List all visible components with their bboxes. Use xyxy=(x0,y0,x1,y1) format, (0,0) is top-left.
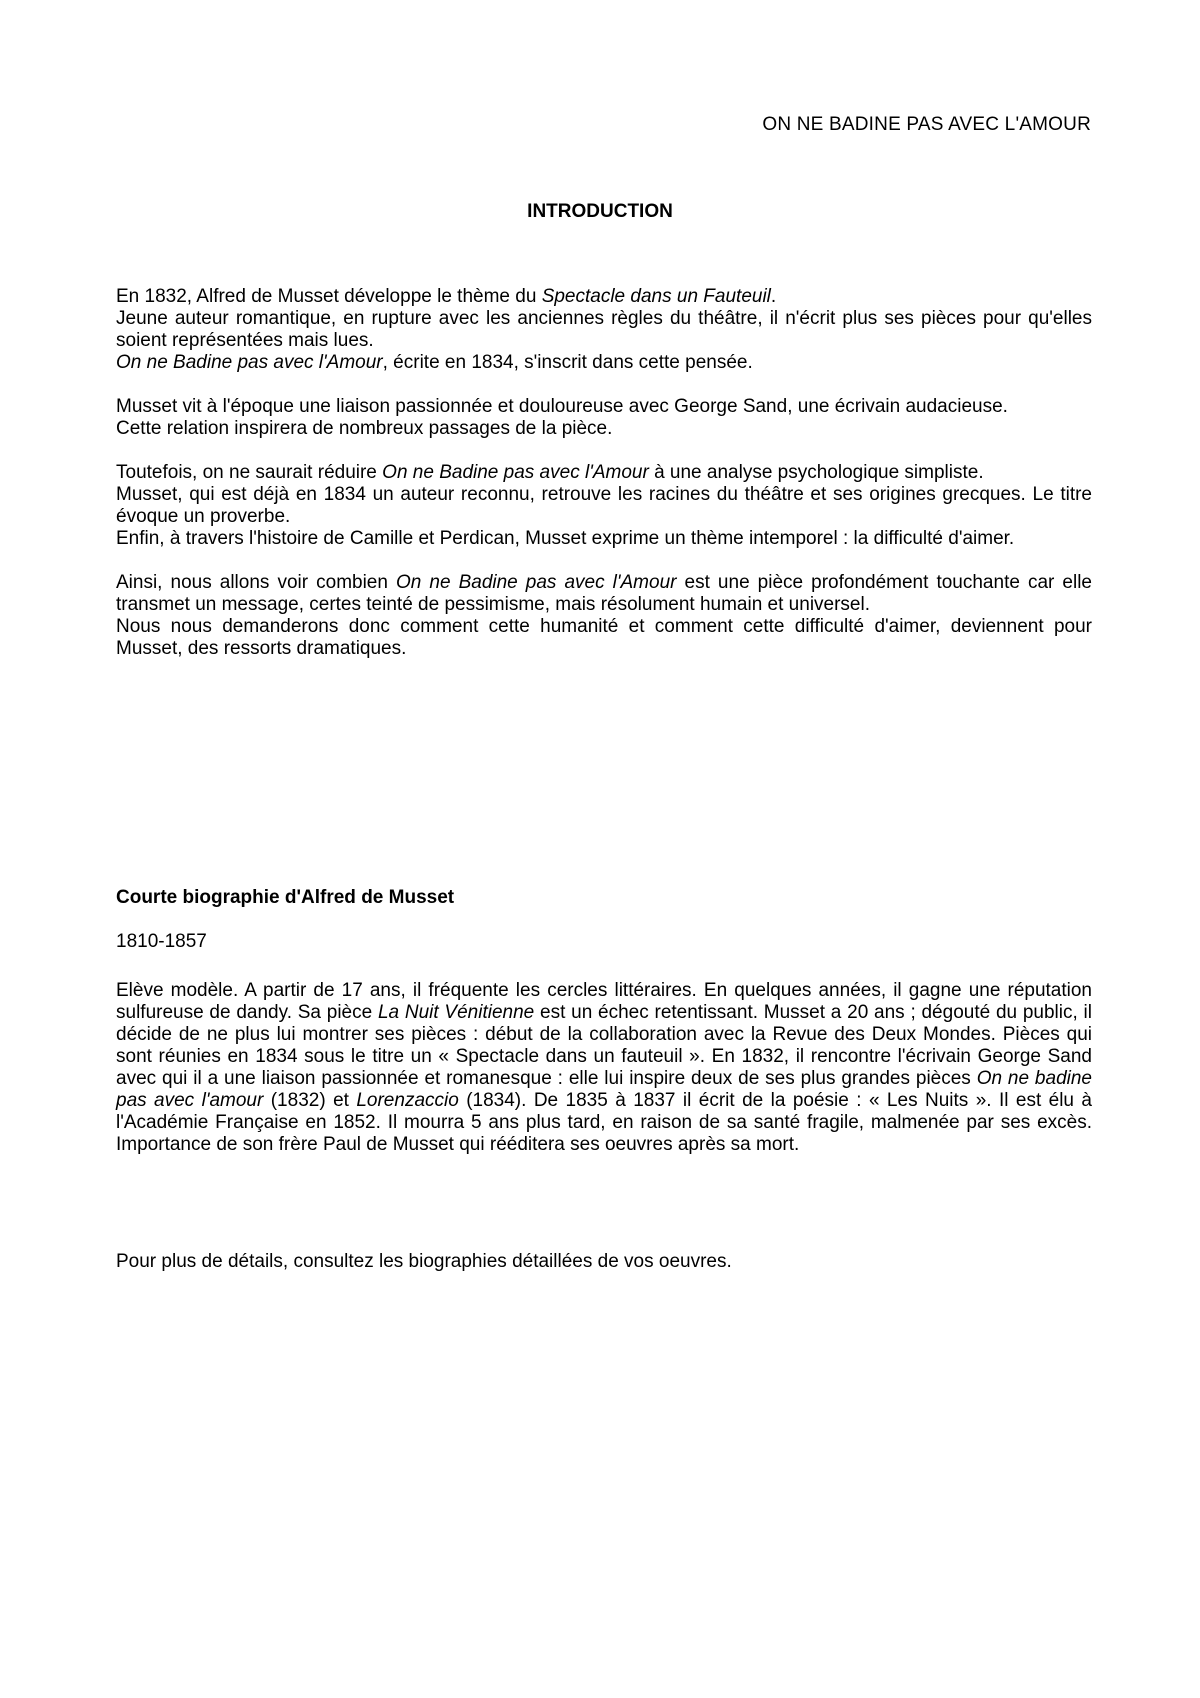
intro-p1-sentence-1 xyxy=(116,286,1092,308)
intro-paragraph-1 xyxy=(116,286,1092,374)
intro-p1-s1-work-title: Spectacle dans un Fauteuil xyxy=(541,286,771,307)
bio-work-title-nuit-venitienne: La Nuit Vénitienne xyxy=(377,1002,535,1023)
intro-p3-s1-text-a: Toutefois, on ne saurait réduire xyxy=(116,462,383,483)
intro-p3-s1-text-b: à une analyse psychologique simpliste. xyxy=(648,462,984,483)
intro-p2-sentence-1: Musset vit à l'époque une liaison passionnée et douloureuse avec George Sand, une écrivain audacieuse. xyxy=(116,396,1008,417)
running-title: ON NE BADINE PAS AVEC L'AMOUR xyxy=(762,114,1091,135)
intro-p4-s1-text-a: Ainsi, nous allons voir combien xyxy=(116,572,396,593)
intro-p1-sentence-2: Jeune auteur romantique, en rupture avec les anciennes règles du théâtre, il n'écrit plus ses pièces pour qu'elles soient représentées mais lues. xyxy=(116,308,1092,351)
bio-text-part-2: est un échec retentissant. Musset a 20 ans ; dégouté du public, il décide de ne plus lui montrer ses pièces : début de la collaboration avec la Revue des Deux Mondes. Pièces qui sont réunies en 1834 sous le titre un « Spectacle dans un fauteuil ». En 1832, il rencontre l'écrivain George Sand avec qui il a une liaison passionnée et romanesque : elle lui inspire deux de ses plus grandes pièces xyxy=(116,1002,1092,1089)
biography-text xyxy=(116,980,1092,1156)
intro-p4-s1-work-title: On ne Badine pas avec l'Amour xyxy=(396,572,677,593)
introduction-body xyxy=(116,286,1092,682)
footer-note: Pour plus de détails, consultez les biographies détaillées de vos oeuvres. xyxy=(116,1251,732,1272)
intro-paragraph-3 xyxy=(116,462,1092,550)
intro-p1-s3-work-title: On ne Badine pas avec l'Amour xyxy=(116,352,383,373)
bio-work-title-on-ne-badine: On ne badine pas avec l'amour xyxy=(116,1068,1092,1111)
intro-p1-sentence-3 xyxy=(116,352,1092,374)
biography-heading: Courte biographie d'Alfred de Musset xyxy=(116,887,455,908)
intro-p4-s1-text-b: est une pièce profondément touchante car elle transmet un message, certes teinté de pessimisme, mais résolument humain et universel. xyxy=(116,572,1092,615)
intro-p4-sentence-1 xyxy=(116,572,1092,616)
intro-p4-sentence-2: Nous nous demanderons donc comment cette humanité et comment cette difficulté d'aimer, deviennent pour Musset, des ressorts dramatiques. xyxy=(116,616,1092,659)
intro-p2-sentence-2: Cette relation inspirera de nombreux passages de la pièce. xyxy=(116,418,613,439)
bio-text-part-3: (1832) et xyxy=(263,1090,357,1111)
intro-p3-sentence-1 xyxy=(116,462,1092,484)
bio-text-part-1: Elève modèle. A partir de 17 ans, il fréquente les cercles littéraires. En quelques années, il gagne une réputation sulfureuse de dandy. Sa pièce xyxy=(116,980,1092,1023)
intro-p1-s3-text: , écrite en 1834, s'inscrit dans cette pensée. xyxy=(382,352,753,373)
introduction-heading: INTRODUCTION xyxy=(527,201,673,222)
intro-p1-s1-text-a: En 1832, Alfred de Musset développe le thème du xyxy=(116,286,542,307)
bio-text-part-4: (1834). De 1835 à 1837 il écrit de la poésie : « Les Nuits ». Il est élu à l'Académie Française en 1852. Il mourra 5 ans plus tard, en raison de sa santé fragile, malmenée par ses excès. Importance de son frère Paul de Musset qui rééditera ses oeuvres après sa mort. xyxy=(116,1090,1092,1155)
intro-paragraph-2 xyxy=(116,396,1092,440)
intro-p3-sentence-3: Enfin, à travers l'histoire de Camille et Perdican, Musset exprime un thème intemporel : la difficulté d'aimer. xyxy=(116,528,1015,549)
intro-p3-sentence-2: Musset, qui est déjà en 1834 un auteur reconnu, retrouve les racines du théâtre et ses origines grecques. Le titre évoque un proverbe. xyxy=(116,484,1092,527)
intro-paragraph-4 xyxy=(116,572,1092,660)
intro-p1-s1-text-b: . xyxy=(770,286,777,307)
biography-dates: 1810-1857 xyxy=(116,931,207,952)
bio-work-title-lorenzaccio: Lorenzaccio xyxy=(356,1090,459,1111)
intro-p3-s1-work-title: On ne Badine pas avec l'Amour xyxy=(382,462,649,483)
